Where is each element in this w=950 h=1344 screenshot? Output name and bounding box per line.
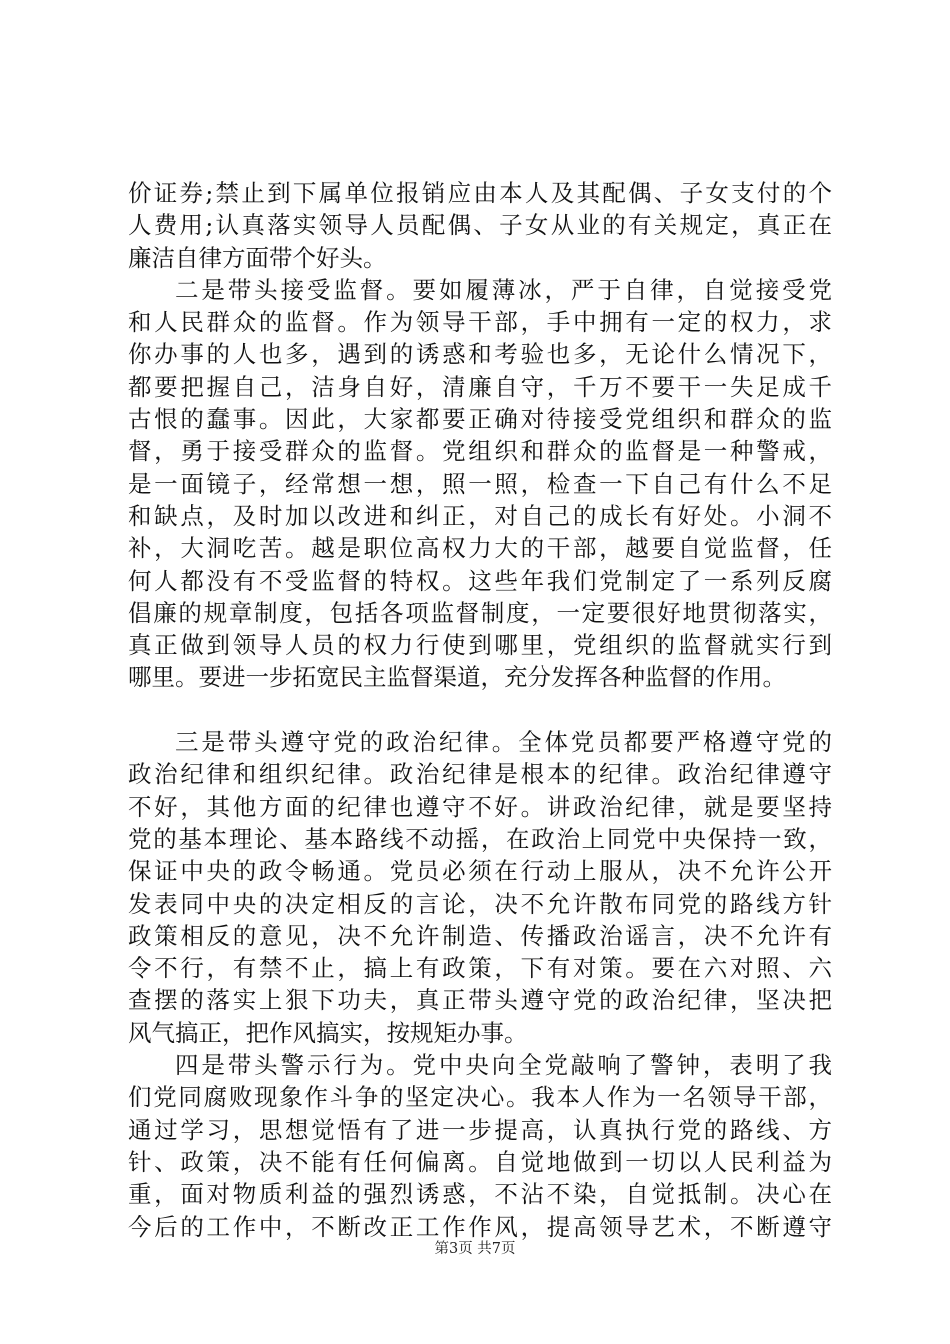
text-line: 四是带头警示行为。党中央向全党敲响了警钟，表明了我 xyxy=(175,1051,832,1080)
text-line: 风气搞正，把作风搞实，按规矩办事。 xyxy=(128,1018,528,1047)
text-line: 是一面镜子，经常想一想，照一照，检查一下自己有什么不足 xyxy=(128,469,832,498)
page-footer: 第3页 共7页 xyxy=(434,1241,516,1257)
paragraph-gap xyxy=(128,694,832,726)
text-line: 哪里。要进一步拓宽民主监督渠道，充分发挥各种监督的作用。 xyxy=(128,663,786,692)
text-line: 发表同中央的决定相反的言论，决不允许散布同党的路线方针 xyxy=(128,889,832,918)
text-line: 党的基本理论、基本路线不动摇，在政治上同党中央保持一致， xyxy=(128,824,832,853)
text-line: 针、政策，决不能有任何偏离。自觉地做到一切以人民利益为 xyxy=(128,1147,832,1176)
paragraph xyxy=(128,177,832,274)
text-line: 通过学习，思想觉悟有了进一步提高，认真执行党的路线、方 xyxy=(128,1115,832,1144)
text-line: 廉洁自律方面带个好头。 xyxy=(128,243,387,272)
paragraph xyxy=(128,274,832,694)
text-line: 古恨的蠢事。因此，大家都要正确对待接受党组织和群众的监 xyxy=(128,405,832,434)
text-line: 你办事的人也多，遇到的诱惑和考验也多，无论什么情况下， xyxy=(128,340,832,369)
paragraph xyxy=(128,1049,832,1243)
text-line: 人费用;认真落实领导人员配偶、子女从业的有关规定，真正在 xyxy=(128,211,832,240)
text-line: 三是带头遵守党的政治纪律。全体党员都要严格遵守党的 xyxy=(175,728,832,757)
text-line: 督，勇于接受群众的监督。党组织和群众的监督是一种警戒， xyxy=(128,437,832,466)
text-line: 不好，其他方面的纪律也遵守不好。讲政治纪律，就是要坚持 xyxy=(128,792,832,821)
text-line: 政策相反的意见，决不允许制造、传播政治谣言，决不允许有 xyxy=(128,921,832,950)
text-line: 真正做到领导人员的权力行使到哪里，党组织的监督就实行到 xyxy=(128,631,832,660)
text-line: 补，大洞吃苦。越是职位高权力大的干部，越要自觉监督，任 xyxy=(128,534,832,563)
document-body xyxy=(128,177,832,1243)
text-line: 二是带头接受监督。要如履薄冰，严于自律，自觉接受党 xyxy=(175,275,832,304)
text-line: 都要把握自己，洁身自好，清廉自守，千万不要干一失足成千 xyxy=(128,372,832,401)
text-line: 重，面对物质利益的强烈诱惑，不沾不染，自觉抵制。决心在 xyxy=(128,1180,832,1209)
text-line: 和缺点，及时加以改进和纠正，对自己的成长有好处。小洞不 xyxy=(128,501,832,530)
text-line: 何人都没有不受监督的特权。这些年我们党制定了一系列反腐 xyxy=(128,566,832,595)
text-line: 和人民群众的监督。作为领导干部，手中拥有一定的权力，求 xyxy=(128,308,832,337)
text-line: 令不行，有禁不止，搞上有政策，下有对策。要在六对照、六 xyxy=(128,954,832,983)
text-line: 价证券;禁止到下属单位报销应由本人及其配偶、子女支付的个 xyxy=(128,179,832,207)
text-line: 倡廉的规章制度，包括各项监督制度，一定要很好地贯彻落实， xyxy=(128,598,832,627)
text-line: 政治纪律和组织纪律。政治纪律是根本的纪律。政治纪律遵守 xyxy=(128,760,832,789)
text-line: 今后的工作中，不断改正工作作风，提高领导艺术，不断遵守 xyxy=(128,1212,832,1241)
paragraph xyxy=(128,726,832,1049)
text-line: 们党同腐败现象作斗争的坚定决心。我本人作为一名领导干部， xyxy=(128,1083,832,1112)
text-line: 查摆的落实上狠下功夫，真正带头遵守党的政治纪律，坚决把 xyxy=(128,986,832,1015)
text-line: 保证中央的政令畅通。党员必须在行动上服从，决不允许公开 xyxy=(128,857,832,886)
